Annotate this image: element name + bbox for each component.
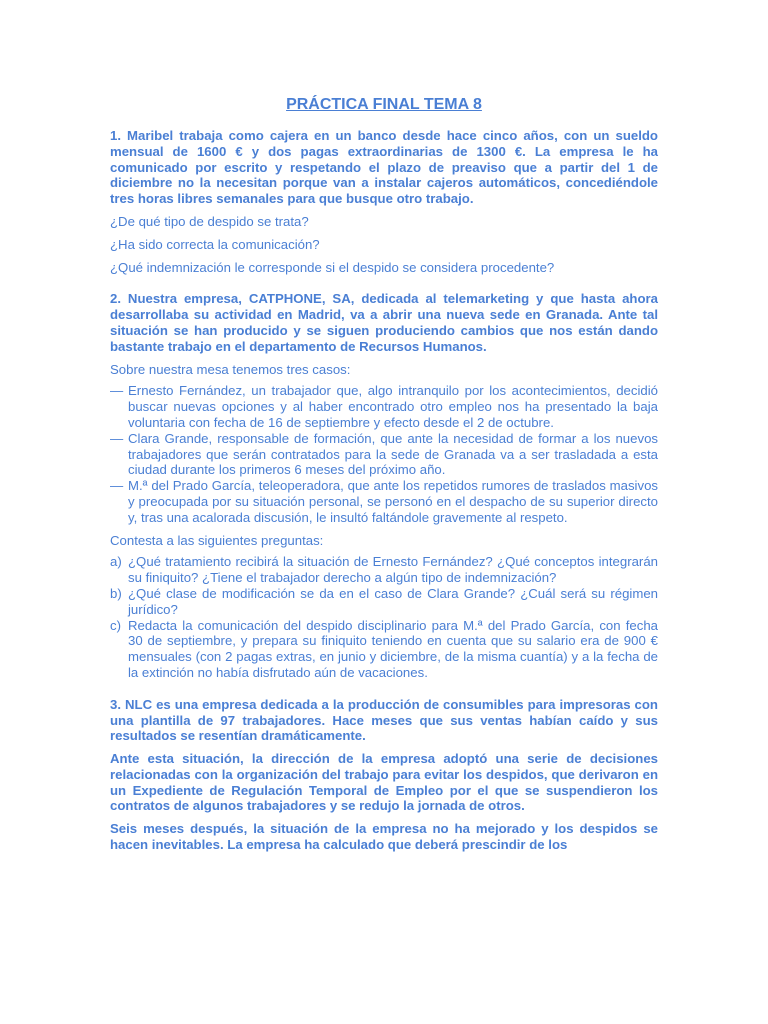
dash-marker: — bbox=[110, 383, 124, 399]
case-prado: M.ª del Prado García, teleoperadora, que ante los repetidos rumores de traslados masivos y preocupada por su situación personal, se personó en el despacho de su superior directo y, tras una acalorada discusión, le insultó faltándole gravemente al respeto. bbox=[128, 478, 658, 525]
exercise-1-question-3: ¿Qué indemnización le corresponde si el despido se considera procedente? bbox=[110, 259, 555, 275]
dash-marker: — bbox=[110, 430, 124, 446]
list-item bbox=[110, 554, 658, 586]
exercise-3-statement: 3. NLC es una empresa dedicada a la producción de consumibles para impresoras con una plantilla de 97 trabajadores. Hace meses que sus ventas habían caído y sus resultados se resentían dramáticamente. bbox=[110, 696, 658, 744]
exercise-2-statement: 2. Nuestra empresa, CATPHONE, SA, dedicada al telemarketing y que hasta ahora desarrollaba su actividad en Madrid, va a abrir una nueva sede en Granada. Ante tal situación se han producido y se siguen produciendo cambios que nos están dando bastante trabajo en el departamento de Recursos Humanos. bbox=[110, 291, 658, 354]
case-ernesto: Ernesto Fernández, un trabajador que, algo intranquilo por los acontecimientos, decidió buscar nuevas opciones y al haber encontrado otro empleo nos ha presentado la baja voluntaria con fecha de 16 de septiembre y efecto desde el 2 de octubre. bbox=[128, 383, 658, 430]
exercise-1-statement: 1. Maribel trabaja como cajera en un banco desde hace cinco años, con un sueldo mensual de 1600 € y dos pagas extraordinarias de 1300 €. La empresa le ha comunicado por escrito y respetando el plazo de preaviso que a partir del 1 de diciembre no la necesitan porque van a instalar cajeros automáticos, concediéndole tres horas libres semanales para que busque otro trabajo. bbox=[110, 128, 658, 207]
case-clara: Clara Grande, responsable de formación, que ante la necesidad de formar a los nuevos trabajadores que serán contratados para la sede de Granada va a ser trasladada a esta ciudad durante los primeros 6 meses del próximo año. bbox=[128, 430, 658, 478]
list-item bbox=[110, 618, 658, 681]
question-c: Redacta la comunicación del despido disciplinario para M.ª del Prado García, con fecha 30 de septiembre, y prepara su finiquito teniendo en cuenta que su salario era de 900 € mensuales (con 2 pagas extras, en junio y diciembre, de la misma cuantía) y a la fecha de la extinción no había disfrutado aún de vacaciones. bbox=[128, 617, 658, 680]
exercise-1-question-2: ¿Ha sido correcta la comunicación? bbox=[110, 236, 320, 252]
exercise-1-question-1: ¿De qué tipo de despido se trata? bbox=[110, 213, 309, 229]
exercise-3-paragraph-3: Seis meses después, la situación de la empresa no ha mejorado y los despidos se hacen inevitables. La empresa ha calculado que deberá prescindir de los bbox=[110, 821, 658, 853]
page-title: PRÁCTICA FINAL TEMA 8 bbox=[286, 96, 482, 113]
exercise-2-questions-intro: Contesta a las siguientes preguntas: bbox=[110, 532, 324, 548]
exercise-3-paragraph-2: Ante esta situación, la dirección de la empresa adoptó una serie de decisiones relacionadas con la organización del trabajo para evitar los despidos, que derivaron en un Expediente de Regulación Temporal de Empleo por el que se suspendieron los contratos de algunos trabajadores y se redujo la jornada de otros. bbox=[110, 751, 658, 814]
list-item bbox=[110, 383, 658, 430]
exercise-2-cases-list bbox=[110, 383, 658, 525]
question-marker: c) bbox=[110, 617, 121, 633]
list-item bbox=[110, 586, 658, 618]
list-item bbox=[110, 478, 658, 525]
document-body bbox=[110, 128, 658, 853]
list-item bbox=[110, 431, 658, 478]
question-b: ¿Qué clase de modificación se da en el caso de Clara Grande? ¿Cuál será su régimen jurídico? bbox=[128, 585, 658, 617]
question-marker: a) bbox=[110, 554, 122, 570]
question-marker: b) bbox=[110, 585, 122, 601]
dash-marker: — bbox=[110, 478, 124, 494]
exercise-2-questions-list bbox=[110, 554, 658, 680]
exercise-2-cases-intro: Sobre nuestra mesa tenemos tres casos: bbox=[110, 361, 351, 377]
question-a: ¿Qué tratamiento recibirá la situación de Ernesto Fernández? ¿Qué conceptos integrarán su finiquito? ¿Tiene el trabajador derecho a algún tipo de indemnización? bbox=[128, 554, 658, 586]
